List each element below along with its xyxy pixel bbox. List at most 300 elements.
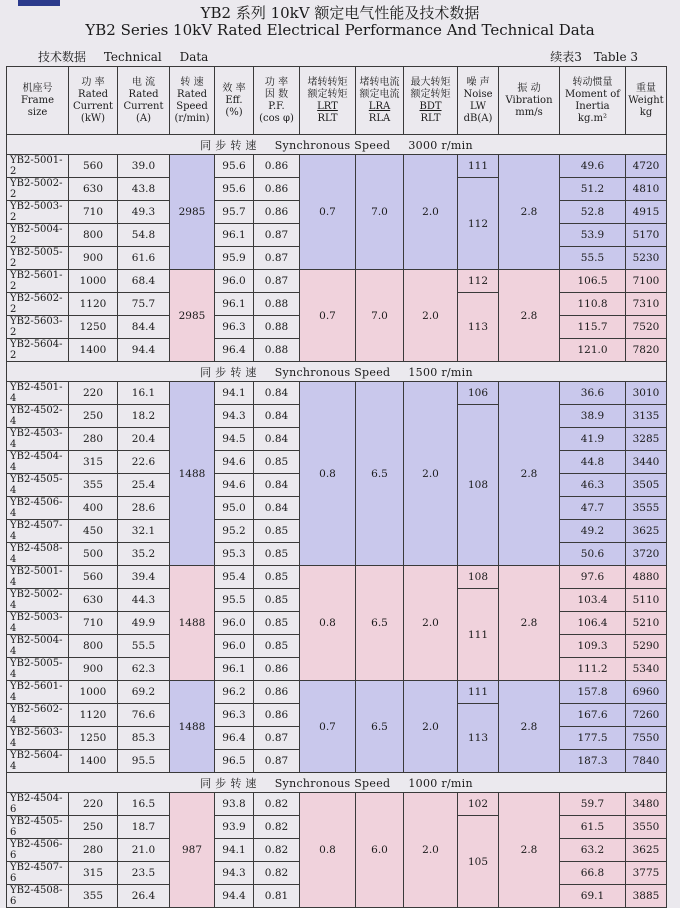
rated-current: 35.2	[118, 543, 170, 566]
section-label-cn: 同 步 转 速	[200, 365, 257, 379]
weight: 5110	[626, 589, 667, 612]
power-factor: 0.84	[254, 428, 300, 451]
header-cn: 最大转矩	[410, 76, 451, 88]
frame-size: YB2-5604-4	[7, 750, 69, 773]
rated-power: 1400	[69, 750, 118, 773]
frame-size: YB2-4508-4	[7, 543, 69, 566]
section-row	[7, 362, 667, 382]
header-en: Noise	[463, 88, 493, 100]
header-en: P.F.	[268, 100, 285, 112]
moment-of-inertia: 63.2	[560, 839, 626, 862]
rated-power: 280	[69, 839, 118, 862]
rated-current: 54.8	[118, 224, 170, 247]
power-factor: 0.87	[254, 270, 300, 293]
moment-of-inertia: 38.9	[560, 405, 626, 428]
vibration: 2.8	[499, 382, 560, 566]
efficiency: 94.1	[215, 839, 254, 862]
efficiency: 94.4	[215, 885, 254, 908]
section-speed: 1000 r/min	[408, 776, 473, 790]
header-cn: 堵转转矩	[307, 76, 348, 88]
frame-size: YB2-4508-6	[7, 885, 69, 908]
power-factor: 0.85	[254, 612, 300, 635]
header-cn: 机座号	[22, 82, 53, 94]
efficiency: 95.3	[215, 543, 254, 566]
rated-current: 85.3	[118, 727, 170, 750]
header-cn: 转动惯量	[572, 76, 613, 88]
rated-current: 44.3	[118, 589, 170, 612]
power-factor: 0.86	[254, 178, 300, 201]
rated-power: 355	[69, 885, 118, 908]
rated-power: 630	[69, 589, 118, 612]
efficiency: 96.4	[215, 727, 254, 750]
table-row	[7, 270, 667, 293]
noise-level: 111	[458, 681, 499, 704]
power-factor: 0.81	[254, 885, 300, 908]
power-factor: 0.85	[254, 543, 300, 566]
moment-of-inertia: 41.9	[560, 428, 626, 451]
efficiency: 94.6	[215, 451, 254, 474]
efficiency: 96.1	[215, 658, 254, 681]
moment-of-inertia: 52.8	[560, 201, 626, 224]
table-label-en: Table 3	[593, 50, 638, 64]
weight: 5170	[626, 224, 667, 247]
frame-size: YB2-4504-6	[7, 793, 69, 816]
moment-of-inertia: 97.6	[560, 566, 626, 589]
rated-power: 1250	[69, 316, 118, 339]
frame-size: YB2-5004-2	[7, 224, 69, 247]
label-en-1: Technical	[103, 50, 162, 64]
header-en: Rated	[176, 88, 208, 100]
moment-of-inertia: 187.3	[560, 750, 626, 773]
rated-power: 900	[69, 247, 118, 270]
efficiency: 96.0	[215, 270, 254, 293]
header-en: (r/min)	[174, 112, 210, 124]
bdt-ratio: 2.0	[404, 155, 458, 270]
header-row	[7, 67, 667, 135]
frame-size: YB2-5602-2	[7, 293, 69, 316]
frame-size: YB2-4507-6	[7, 862, 69, 885]
rated-power: 315	[69, 451, 118, 474]
moment-of-inertia: 44.8	[560, 451, 626, 474]
vibration: 2.8	[499, 270, 560, 362]
rated-current: 76.6	[118, 704, 170, 727]
header-cn-2: 额定转矩	[410, 88, 451, 100]
rated-power: 315	[69, 862, 118, 885]
rated-power: 900	[69, 658, 118, 681]
frame-size: YB2-5601-2	[7, 270, 69, 293]
column-header	[118, 67, 170, 135]
lra-ratio: 7.0	[356, 155, 404, 270]
header-cn: 效 率	[222, 82, 246, 94]
table-label-cn: 续表3	[550, 50, 582, 64]
header-cn-2: 因 数	[264, 88, 289, 100]
frame-size: YB2-5003-4	[7, 612, 69, 635]
power-factor: 0.84	[254, 474, 300, 497]
label-en-2: Data	[179, 50, 209, 64]
column-header	[215, 67, 254, 135]
rated-current: 21.0	[118, 839, 170, 862]
efficiency: 95.0	[215, 497, 254, 520]
frame-size: YB2-4505-4	[7, 474, 69, 497]
header-cn: 堵转电流	[359, 76, 400, 88]
weight: 7100	[626, 270, 667, 293]
moment-of-inertia: 111.2	[560, 658, 626, 681]
moment-of-inertia: 177.5	[560, 727, 626, 750]
weight: 3135	[626, 405, 667, 428]
moment-of-inertia: 110.8	[560, 293, 626, 316]
weight: 3480	[626, 793, 667, 816]
frame-size: YB2-5603-2	[7, 316, 69, 339]
header-en: Rated	[77, 88, 109, 100]
header-en: (kW)	[80, 112, 106, 124]
power-factor: 0.82	[254, 839, 300, 862]
moment-of-inertia: 109.3	[560, 635, 626, 658]
rated-current: 68.4	[118, 270, 170, 293]
header-en: RLT	[317, 112, 338, 124]
moment-of-inertia: 69.1	[560, 885, 626, 908]
weight: 7840	[626, 750, 667, 773]
rated-current: 26.4	[118, 885, 170, 908]
efficiency: 94.3	[215, 862, 254, 885]
efficiency: 96.2	[215, 681, 254, 704]
weight: 7550	[626, 727, 667, 750]
power-factor: 0.87	[254, 247, 300, 270]
bdt-ratio: 2.0	[404, 382, 458, 566]
bdt-ratio: 2.0	[404, 270, 458, 362]
header-cn-2: 额定电流	[359, 88, 400, 100]
moment-of-inertia: 55.5	[560, 247, 626, 270]
weight: 3555	[626, 497, 667, 520]
frame-size: YB2-5001-2	[7, 155, 69, 178]
header-en: (A)	[135, 112, 152, 124]
power-factor: 0.87	[254, 224, 300, 247]
moment-of-inertia: 167.6	[560, 704, 626, 727]
rated-speed: 1488	[170, 681, 215, 773]
bdt-ratio: 2.0	[404, 681, 458, 773]
column-header	[170, 67, 215, 135]
weight: 7820	[626, 339, 667, 362]
weight: 7520	[626, 316, 667, 339]
noise-level: 113	[458, 293, 499, 362]
efficiency: 94.1	[215, 382, 254, 405]
rated-power: 1250	[69, 727, 118, 750]
moment-of-inertia: 121.0	[560, 339, 626, 362]
column-header	[560, 67, 626, 135]
power-factor: 0.87	[254, 727, 300, 750]
power-factor: 0.82	[254, 862, 300, 885]
column-header	[499, 67, 560, 135]
rated-power: 1120	[69, 704, 118, 727]
table-number-label	[542, 48, 638, 65]
header-cn: 振 动	[517, 82, 541, 94]
header-en: mm/s	[515, 106, 543, 118]
header-en: Weight	[628, 94, 664, 106]
weight: 5230	[626, 247, 667, 270]
frame-size: YB2-5603-4	[7, 727, 69, 750]
weight: 3625	[626, 520, 667, 543]
power-factor: 0.86	[254, 201, 300, 224]
weight: 3550	[626, 816, 667, 839]
moment-of-inertia: 53.9	[560, 224, 626, 247]
efficiency: 94.6	[215, 474, 254, 497]
efficiency: 95.6	[215, 155, 254, 178]
rated-speed: 987	[170, 793, 215, 908]
rated-current: 32.1	[118, 520, 170, 543]
header-en: size	[27, 106, 48, 118]
header-en: Current	[72, 100, 114, 112]
section-speed: 3000 r/min	[408, 138, 473, 152]
rated-power: 355	[69, 474, 118, 497]
power-factor: 0.87	[254, 750, 300, 773]
noise-level: 105	[458, 816, 499, 908]
bdt-ratio: 2.0	[404, 566, 458, 681]
table-row	[7, 155, 667, 178]
section-label	[7, 362, 667, 382]
lra-ratio: 6.5	[356, 566, 404, 681]
rated-speed: 1488	[170, 566, 215, 681]
power-factor: 0.85	[254, 566, 300, 589]
vibration: 2.8	[499, 155, 560, 270]
vibration: 2.8	[499, 566, 560, 681]
rated-current: 20.4	[118, 428, 170, 451]
header-cn: 电 流	[131, 76, 156, 88]
moment-of-inertia: 49.2	[560, 520, 626, 543]
column-header	[300, 67, 356, 135]
rated-power: 710	[69, 612, 118, 635]
weight: 5210	[626, 612, 667, 635]
noise-level: 111	[458, 589, 499, 681]
frame-size: YB2-5604-2	[7, 339, 69, 362]
frame-size: YB2-4506-4	[7, 497, 69, 520]
efficiency: 96.3	[215, 316, 254, 339]
rated-power: 250	[69, 816, 118, 839]
rated-power: 450	[69, 520, 118, 543]
label-cn: 技术数据	[38, 50, 87, 64]
rated-power: 800	[69, 224, 118, 247]
power-factor: 0.85	[254, 451, 300, 474]
frame-size: YB2-4506-6	[7, 839, 69, 862]
lra-ratio: 6.5	[356, 382, 404, 566]
rated-current: 16.5	[118, 793, 170, 816]
weight: 6960	[626, 681, 667, 704]
title-english: YB2 Series 10kV Rated Electrical Performance And Technical Data	[85, 21, 595, 39]
efficiency: 93.8	[215, 793, 254, 816]
rated-power: 1000	[69, 681, 118, 704]
rated-current: 18.2	[118, 405, 170, 428]
frame-size: YB2-4503-4	[7, 428, 69, 451]
weight: 3505	[626, 474, 667, 497]
efficiency: 96.4	[215, 339, 254, 362]
rated-current: 28.6	[118, 497, 170, 520]
section-row	[7, 135, 667, 155]
rated-power: 710	[69, 201, 118, 224]
lrt-ratio: 0.8	[300, 382, 356, 566]
rated-current: 95.5	[118, 750, 170, 773]
rated-current: 49.3	[118, 201, 170, 224]
rated-current: 55.5	[118, 635, 170, 658]
header-cn-2: 额定转矩	[307, 88, 348, 100]
weight: 4810	[626, 178, 667, 201]
bdt-ratio: 2.0	[404, 793, 458, 908]
section-label-en: Synchronous Speed	[274, 776, 391, 790]
efficiency: 96.1	[215, 224, 254, 247]
moment-of-inertia: 51.2	[560, 178, 626, 201]
efficiency: 95.7	[215, 201, 254, 224]
header-en: Current	[123, 100, 164, 112]
weight: 3010	[626, 382, 667, 405]
power-factor: 0.84	[254, 497, 300, 520]
rated-speed: 2985	[170, 270, 215, 362]
column-header	[254, 67, 300, 135]
header-abbrev: LRA	[368, 100, 391, 112]
table-row	[7, 793, 667, 816]
frame-size: YB2-5602-4	[7, 704, 69, 727]
moment-of-inertia: 103.4	[560, 589, 626, 612]
section-label-en: Synchronous Speed	[274, 138, 391, 152]
table-row	[7, 681, 667, 704]
header-en: (cos φ)	[259, 112, 294, 124]
rated-power: 280	[69, 428, 118, 451]
rated-current: 39.4	[118, 566, 170, 589]
header-en: RLT	[420, 112, 441, 124]
efficiency: 96.5	[215, 750, 254, 773]
header-en: kg.m²	[577, 112, 608, 124]
section-label	[7, 773, 667, 793]
weight: 3885	[626, 885, 667, 908]
moment-of-inertia: 106.5	[560, 270, 626, 293]
rated-current: 62.3	[118, 658, 170, 681]
rated-current: 23.5	[118, 862, 170, 885]
column-header	[356, 67, 404, 135]
rated-power: 1400	[69, 339, 118, 362]
technical-data-label	[38, 48, 222, 65]
header-cn: 噪 声	[466, 76, 490, 88]
header-en: RLA	[368, 112, 391, 124]
rated-current: 39.0	[118, 155, 170, 178]
rated-current: 25.4	[118, 474, 170, 497]
frame-size: YB2-5002-4	[7, 589, 69, 612]
rated-speed: 2985	[170, 155, 215, 270]
vibration: 2.8	[499, 681, 560, 773]
header-en: kg	[639, 106, 653, 118]
power-factor: 0.85	[254, 520, 300, 543]
table-row	[7, 566, 667, 589]
rated-current: 61.6	[118, 247, 170, 270]
efficiency: 96.3	[215, 704, 254, 727]
noise-level: 111	[458, 155, 499, 178]
header-abbrev: LRT	[317, 100, 338, 112]
header-cn: 功 率	[264, 76, 289, 88]
weight: 3720	[626, 543, 667, 566]
power-factor: 0.85	[254, 589, 300, 612]
section-speed: 1500 r/min	[408, 365, 473, 379]
rated-power: 560	[69, 566, 118, 589]
weight: 5290	[626, 635, 667, 658]
header-cn: 功 率	[81, 76, 105, 88]
section-row	[7, 773, 667, 793]
weight: 3285	[626, 428, 667, 451]
efficiency: 95.9	[215, 247, 254, 270]
power-factor: 0.85	[254, 635, 300, 658]
rated-power: 500	[69, 543, 118, 566]
lrt-ratio: 0.7	[300, 155, 356, 270]
lrt-ratio: 0.8	[300, 793, 356, 908]
power-factor: 0.86	[254, 681, 300, 704]
frame-size: YB2-4501-4	[7, 382, 69, 405]
moment-of-inertia: 115.7	[560, 316, 626, 339]
rated-current: 75.7	[118, 293, 170, 316]
header-en: dB(A)	[463, 112, 493, 124]
power-factor: 0.84	[254, 382, 300, 405]
section-label	[7, 135, 667, 155]
rated-current: 16.1	[118, 382, 170, 405]
weight: 7260	[626, 704, 667, 727]
rated-power: 630	[69, 178, 118, 201]
lrt-ratio: 0.7	[300, 270, 356, 362]
efficiency: 95.5	[215, 589, 254, 612]
rated-power: 250	[69, 405, 118, 428]
efficiency: 93.9	[215, 816, 254, 839]
column-header	[404, 67, 458, 135]
rated-speed: 1488	[170, 382, 215, 566]
moment-of-inertia: 36.6	[560, 382, 626, 405]
frame-size: YB2-5002-2	[7, 178, 69, 201]
moment-of-inertia: 66.8	[560, 862, 626, 885]
rated-current: 84.4	[118, 316, 170, 339]
noise-level: 113	[458, 704, 499, 773]
header-en: Moment of	[564, 88, 621, 100]
efficiency: 94.3	[215, 405, 254, 428]
lra-ratio: 6.0	[356, 793, 404, 908]
lrt-ratio: 0.7	[300, 681, 356, 773]
rated-power: 1120	[69, 293, 118, 316]
column-header	[69, 67, 118, 135]
rated-power: 560	[69, 155, 118, 178]
moment-of-inertia: 50.6	[560, 543, 626, 566]
header-en: Vibration	[505, 94, 553, 106]
moment-of-inertia: 61.5	[560, 816, 626, 839]
vibration: 2.8	[499, 793, 560, 908]
efficiency: 95.4	[215, 566, 254, 589]
rated-power: 1000	[69, 270, 118, 293]
lra-ratio: 7.0	[356, 270, 404, 362]
noise-level: 108	[458, 405, 499, 566]
header-en: Inertia	[575, 100, 610, 112]
section-label-cn: 同 步 转 速	[200, 138, 257, 152]
moment-of-inertia: 46.3	[560, 474, 626, 497]
moment-of-inertia: 47.7	[560, 497, 626, 520]
power-factor: 0.84	[254, 405, 300, 428]
weight: 3625	[626, 839, 667, 862]
efficiency: 95.2	[215, 520, 254, 543]
frame-size: YB2-5001-4	[7, 566, 69, 589]
efficiency: 96.1	[215, 293, 254, 316]
power-factor: 0.88	[254, 293, 300, 316]
header-cn: 重量	[636, 82, 656, 94]
table-row	[7, 382, 667, 405]
frame-size: YB2-4504-4	[7, 451, 69, 474]
frame-size: YB2-4507-4	[7, 520, 69, 543]
power-factor: 0.88	[254, 316, 300, 339]
header-en: Speed	[176, 100, 208, 112]
efficiency: 95.6	[215, 178, 254, 201]
frame-size: YB2-4505-6	[7, 816, 69, 839]
noise-level: 112	[458, 178, 499, 270]
efficiency: 96.0	[215, 612, 254, 635]
title-chinese: YB2 系列 10kV 额定电气性能及技术数据	[200, 4, 480, 22]
header-en: Eff.	[225, 94, 243, 106]
power-factor: 0.86	[254, 658, 300, 681]
